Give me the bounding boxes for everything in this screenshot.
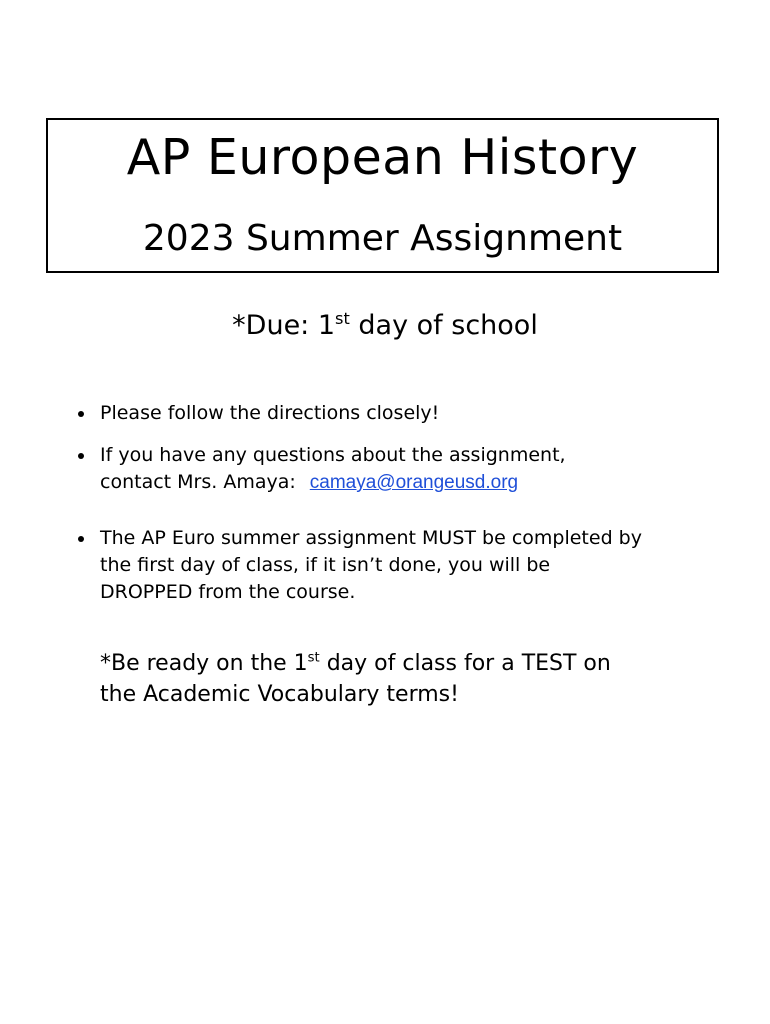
email-link[interactable]: camaya@orangeusd.org	[309, 472, 519, 493]
test-reminder-note	[100, 648, 740, 710]
list-item-text: Please follow the directions closely!	[100, 402, 440, 424]
document-subtitle: 2023 Summer Assignment	[142, 218, 623, 259]
bullet-icon	[78, 536, 84, 542]
document-title: AP European History	[126, 129, 639, 186]
list-item-text: the first day of class, if it isn’t done, you will be	[100, 554, 551, 576]
list-item	[72, 400, 732, 427]
due-prefix: *Due: 1	[232, 310, 336, 341]
title-box	[46, 118, 719, 273]
due-date-line	[0, 304, 770, 348]
instructions-list	[72, 400, 732, 606]
note-prefix: *Be ready on the 1	[100, 651, 308, 676]
list-item-text: DROPPED from the course.	[100, 581, 356, 603]
note-superscript: st	[307, 650, 320, 666]
note-line1-suffix: day of class for a TEST on	[319, 651, 611, 676]
bullet-icon	[78, 411, 84, 417]
list-item	[72, 442, 732, 496]
bullet-icon	[78, 453, 84, 459]
due-suffix: day of school	[349, 310, 538, 341]
note-line2: the Academic Vocabulary terms!	[100, 682, 459, 707]
due-superscript: st	[335, 309, 350, 328]
list-item-text: The AP Euro summer assignment MUST be completed by	[100, 527, 642, 549]
contact-label: contact Mrs. Amaya:	[100, 471, 296, 493]
list-item	[72, 525, 732, 606]
list-item-text: If you have any questions about the assignment,	[100, 444, 566, 466]
